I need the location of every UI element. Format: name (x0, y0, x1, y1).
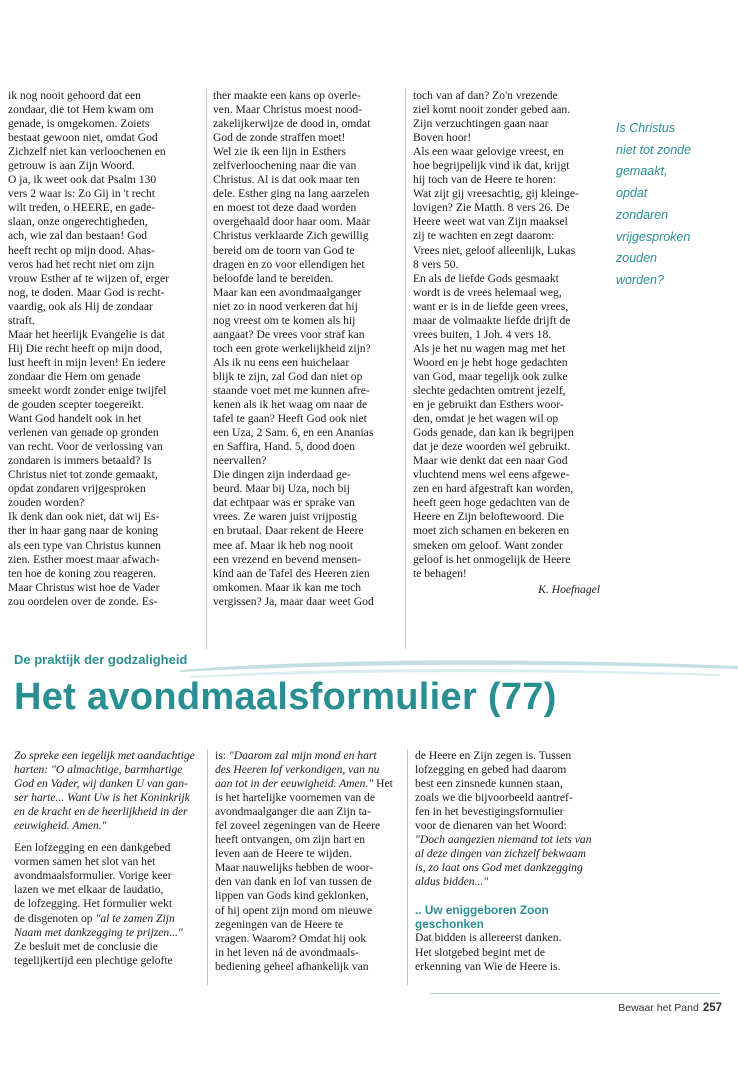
text-line: vragen. Waarom? Omdat hij ook (215, 931, 367, 945)
text-line: zondaar die Hem om genade (8, 369, 141, 383)
text-line: Christus verklaarde Zich gewillig (213, 229, 369, 243)
article2-column-2 (215, 749, 398, 974)
text-run: is: (215, 749, 226, 762)
text-line: aangaat? De vrees voor straf kan (213, 327, 365, 341)
text-line: vrouw Esther af te wijzen of, erger (8, 271, 170, 285)
text-line: Wel zie ik een lijn in Esthers (213, 145, 346, 159)
text-line: vers 2 waar is: Zo Gij in 't recht (8, 187, 155, 201)
text-line: zen en hard afgestraft kan worden, (413, 482, 574, 496)
text-line: ven. Maar Christus moest nood- (213, 103, 363, 117)
text-line: vrees. Ze waren juist vrijpostig (213, 510, 357, 524)
text-line: omkomen. Maar ik kan me toch (213, 580, 362, 594)
text-line: dat echtpaar was er sprake van (213, 496, 355, 510)
text-line: maar de volmaakte liefde drijft de (413, 313, 571, 327)
text-line: O ja, ik weet ook dat Psalm 130 (8, 173, 157, 187)
text-line: Maar Christus wist hoe de Vader (8, 580, 160, 594)
article2-column-1 (14, 749, 200, 968)
text-line: toch een grote werkelijkheid zijn? (213, 341, 371, 355)
text-line: beurd. Maar bij Uza, noch bij (213, 482, 350, 496)
text-line: Boven hoor! (413, 131, 472, 145)
text-line: veros had het recht niet om zijn (8, 257, 155, 271)
pull-quote-line: opdat (616, 186, 648, 201)
text-line: lust heeft in mijn leven! En iedere (8, 355, 166, 369)
text-line: dele. Esther ging na lang aarzelen (213, 187, 370, 201)
text-line: zakelijkerwijze de dood in, omdat (213, 117, 371, 131)
text-line: tafel te gaan? Heeft God ook niet (213, 412, 367, 426)
inline-quote: aan tot in der eeuwigheid. Amen." (215, 777, 374, 791)
text-line: lazen we met elkaar de laudatio, (14, 883, 164, 897)
text-line: een Uza, 2 Sam. 6, en een Ananias (213, 426, 374, 440)
intro-quote-line: Zo spreke een iegelijk met aandachtige (14, 749, 195, 762)
text-line: Maar nauwelijks hebben de woor- (215, 861, 374, 875)
publication-name: Bewaar het Pand (618, 1002, 699, 1014)
pull-quote (616, 118, 716, 292)
column-rule (207, 749, 208, 985)
intro-quote-line: eeuwigheid. Amen." (14, 819, 107, 833)
text-line: ther maakte een kans op overle- (213, 89, 361, 102)
text-line: zou oordelen over de zonde. Es- (8, 594, 158, 608)
text-line: is het hartelijke voornemen van de (215, 791, 376, 805)
text-line: smeekt wordt zonder enige twijfel (8, 383, 167, 397)
text-line: Vrees niet, geloof alleenlijk, Lukas (413, 243, 576, 257)
subheading: .. Uw eniggeboren Zoon (415, 903, 549, 918)
section-label: De praktijk der godzaligheid (14, 652, 188, 667)
text-line: Dat bidden is allereerst danken. (415, 931, 562, 945)
text-line: en Saffira, Hand. 5, dood doen (213, 440, 356, 454)
text-line: kenen als ik het waag om naar de (213, 398, 368, 412)
text-line (215, 777, 398, 791)
text-line: Die dingen zijn inderdaad ge- (213, 468, 351, 482)
text-line: bediening geheel afhankelijk van (215, 959, 369, 973)
text-line: mee af. Maar ik heb nog nooit (213, 538, 354, 552)
inline-quote-line: Naam met dankzegging te prijzen..." (14, 925, 183, 939)
text-line: verlenen van genade op gronden (8, 426, 159, 440)
text-line: ach, wie zal dan bestaan! God (8, 229, 148, 243)
text-line: en moest tot deze daad worden (213, 201, 357, 215)
pull-quote-line: zouden (616, 251, 658, 266)
text-line: avondmaalsformulier. Vorige keer (14, 869, 172, 883)
text-line: zelfverloochening naar die van (213, 159, 357, 173)
inline-quote-line: al deze dingen van zichzelf bekwaam (415, 847, 586, 861)
author-signature: K. Hoefnagel (538, 582, 600, 596)
text-line: erkenning van Wie de Heere is. (415, 959, 561, 973)
text-line: ik nog nooit gehoord dat een (8, 89, 141, 102)
text-line: nog, te doden. Maar God is recht- (8, 285, 165, 299)
text-line: straft. (8, 313, 35, 327)
text-line: Als een waar gelovige vreest, en (413, 145, 564, 159)
text-run: Het (376, 777, 393, 791)
text-line: heeft ontvangen, om zijn hart en (215, 833, 366, 847)
text-line: Woord en je hebt hoge gedachten (413, 355, 568, 369)
text-line (215, 749, 398, 763)
inline-quote: "al te zamen Zijn (95, 911, 175, 925)
text-line: de Heere en Zijn zegen is. Tussen (415, 749, 572, 762)
text-line: zondaren is immers betaald? Is (8, 454, 152, 468)
text-line: Hij Die recht heeft op mijn dood, (8, 341, 163, 355)
text-line: vluchtend mens wel eens afgewe- (413, 468, 570, 482)
inline-quote-line: is, zo laat ons God met dankzegging (415, 861, 583, 875)
intro-quote-line: God en Vader, wij danken U van gan- (14, 777, 188, 791)
text-line: vrees buiten, 1 Joh. 4 vers 18. (413, 327, 552, 341)
text-line: een vrezend en bevend mensen- (213, 552, 362, 566)
text-line: hij toch van de Heere te horen: (413, 173, 556, 187)
text-line: de lofzegging. Het formulier wekt (14, 897, 173, 911)
text-line: lippen van Gods kind geklonken, (215, 889, 369, 903)
page-number: 257 (702, 1002, 722, 1014)
text-line: zij te wachten en zegt daarom: (413, 229, 555, 243)
inline-quote-line: aldus bidden..." (415, 875, 489, 889)
text-line: avondmaalganger die aan Zijn ta- (215, 805, 371, 819)
text-line: en brutaal. Daar rekent de Heere (213, 524, 364, 538)
text-line: ten hoe de koning zou reageren. (8, 566, 157, 580)
pull-quote-line: worden? (616, 272, 664, 287)
text-line: heeft geen hoge gedachten van de (413, 496, 570, 510)
text-line: Heere weet wat van Zijn maaksel (413, 215, 568, 229)
text-line: geloof is het onmogelijk de Heere (413, 552, 571, 566)
text-line: tegelijkertijd een plechtige gelofte (14, 953, 173, 967)
text-line: fen in het bevestigingsformulier (415, 805, 564, 819)
column-rule (405, 89, 406, 649)
pull-quote-line: Is Christus (616, 121, 676, 135)
text-line: vergissen? Ja, maar daar weet God (213, 594, 374, 608)
text-line: neervallen? (213, 454, 267, 468)
text-line: hoe begrijpelijk vind ik dat, krijgt (413, 159, 570, 173)
inline-quote-line: des Heeren lof verkondigen, van nu (215, 763, 380, 777)
text-line: Want God handelt ook in het (8, 412, 142, 426)
text-line: voor de dienaren van het Woord: (415, 819, 567, 833)
text-line: nog vreest om te komen als hij (213, 313, 356, 327)
text-line: toch van af dan? Zo'n vrezende (413, 89, 558, 102)
text-line: Ze besluit met de conclusie die (14, 939, 158, 953)
inline-quote: "Daarom zal mijn mond en hart (228, 749, 377, 762)
text-line: opdat zondaren vrijgesproken (8, 482, 146, 496)
text-line: moet zich schamen en bekeren en (413, 524, 570, 538)
text-line: Als je het nu wagen mag met het (413, 341, 566, 355)
text-line: niet zo in nood verkeren dat hij (213, 299, 358, 313)
text-run: de disgenoten op (14, 911, 93, 925)
text-line: Maar wie denkt dat een naar God (413, 454, 568, 468)
text-line: wordt is de vrees helemaal weg, (413, 285, 562, 299)
text-line: als een type van Christus kunnen (8, 538, 161, 552)
text-line: overgehaald door haar oom. Maar (213, 215, 371, 229)
text-line: Zijn verzuchtingen gaan naar (413, 117, 549, 131)
article-title: Het avondmaalsformulier (77) (14, 676, 557, 718)
text-line: Gods genade, dan kan ik begrijpen (413, 426, 574, 440)
text-line: of hij opent zijn mond om nieuwe (215, 903, 373, 917)
text-line: zoals we die bijvoorbeeld aantref- (415, 791, 573, 805)
text-line: zegeningen van de Heere te (215, 917, 344, 931)
text-line: getrouw is aan Zijn Woord. (8, 159, 135, 173)
subheading: geschonken (415, 917, 484, 932)
text-line: Als ik nu eens een huichelaar (213, 355, 350, 369)
text-line: beloofde land te bereiden. (213, 271, 334, 285)
text-line: Wat zijt gij vreesachtig, gij kleinge- (413, 187, 579, 201)
text-line: den van dank en lof van tussen de (215, 875, 372, 889)
text-line: Heere en Zijn beloftewoord. Die (413, 510, 564, 524)
text-line: wilt treden, o HEERE, en gade- (8, 201, 156, 215)
text-line: Ik denk dan ook niet, dat wij Es- (8, 510, 160, 524)
article2-column-3 (415, 749, 600, 974)
paragraph-gap (14, 833, 200, 841)
text-line (14, 912, 200, 926)
inline-quote-line: "Doch aangezien niemand tot iets van (415, 833, 592, 847)
text-line: zien. Esther moest maar afwach- (8, 552, 160, 566)
pull-quote-line: zondaren (616, 207, 669, 222)
text-line: en je gebruikt dan Esthers woor- (413, 398, 564, 412)
text-line: dragen en zo voor ellendigen het (213, 257, 365, 271)
pull-quote-line: gemaakt, (616, 164, 668, 179)
text-line: van God, maar tegelijk ook zulke (413, 369, 568, 383)
text-line: vormen samen het slot van het (14, 855, 156, 869)
text-line: blijk te zijn, zal God dan niet op (213, 369, 363, 383)
text-line: zouden worden? (8, 496, 85, 510)
page-footer (618, 1002, 722, 1014)
text-line: Het slotgebed begint met de (415, 945, 546, 959)
intro-quote-line: en de kracht en de heerlijkheid in der (14, 805, 188, 819)
text-line: zondaar, die tot Hem kwam om (8, 103, 154, 117)
text-line: best een zinsnede kunnen staan, (415, 777, 563, 791)
text-line: ther in haar gang naar de koning (8, 524, 159, 538)
text-line: te behagen! (413, 566, 467, 580)
column-rule (407, 749, 408, 985)
text-line: Christus niet tot zonde gemaakt, (8, 468, 158, 482)
text-line: dat je deze woorden wel gebruikt. (413, 440, 571, 454)
text-line: Een lofzegging en een dankgebed (14, 841, 171, 855)
text-line: En als de liefde Gods gesmaakt (413, 271, 559, 285)
pull-quote-line: niet tot zonde (616, 142, 692, 157)
text-line: bereid om de toorn van God te (213, 243, 355, 257)
intro-quote-line: ser harte... Want Uw is het Koninkrijk (14, 791, 190, 805)
text-line: slaan, onze ongerechtigheden, (8, 215, 148, 229)
text-line: lofzegging en gebed had daarom (415, 763, 567, 777)
article-column-1 (8, 89, 198, 609)
text-line: slechte gedachten omtrent jezelf, (413, 383, 566, 397)
intro-quote-line: harten: "O almachtige, barmhartige (14, 763, 183, 777)
text-line: Maar kan een avondmaalganger (213, 285, 362, 299)
text-line: de gouden scepter toegereikt. (8, 398, 144, 412)
article-column-3 (413, 89, 600, 597)
text-line: van recht. Voor de verlossing van (8, 440, 163, 454)
text-line: 8 vers 50. (413, 257, 459, 271)
article-column-2 (213, 89, 396, 609)
text-line: Maar het heerlijk Evangelie is dat (8, 327, 165, 341)
pull-quote-line: vrijgesproken (616, 229, 691, 244)
text-line: leven aan de Heere te wijden. (215, 847, 353, 861)
text-line: ziel komt nooit zonder gebed aan. (413, 103, 571, 117)
column-rule (206, 89, 207, 649)
text-line: heeft recht op mijn dood. Ahas- (8, 243, 155, 257)
text-line: den, omdat je het wagen wil op (413, 412, 559, 426)
text-line: Christus. Al is dat ook maar ten (213, 173, 360, 187)
text-line: want er is in de liefde geen vrees, (413, 299, 569, 313)
text-line: smeken om geloof. Want zonder (413, 538, 563, 552)
text-line: God de zonde straffen moet! (213, 131, 346, 145)
text-line: vaardig, ook als Hij de zondaar (8, 299, 153, 313)
text-line: staande voet met me kunnen afre- (213, 383, 370, 397)
text-line: genade, is omgekomen. Zoiets (8, 117, 150, 131)
text-line: in het leven ná de avondmaals- (215, 945, 359, 959)
text-line: fel zoveel zegeningen van de Heere (215, 819, 381, 833)
text-line: bestaat gewoon niet, omdat God (8, 131, 158, 145)
footer-rule (430, 993, 720, 994)
text-line: Zichzelf niet kan verloochenen en (8, 145, 166, 159)
text-line: kind aan de Tafel des Heeren zien (213, 566, 370, 580)
text-line: lovigen? Zie Matth. 8 vers 26. De (413, 201, 570, 215)
